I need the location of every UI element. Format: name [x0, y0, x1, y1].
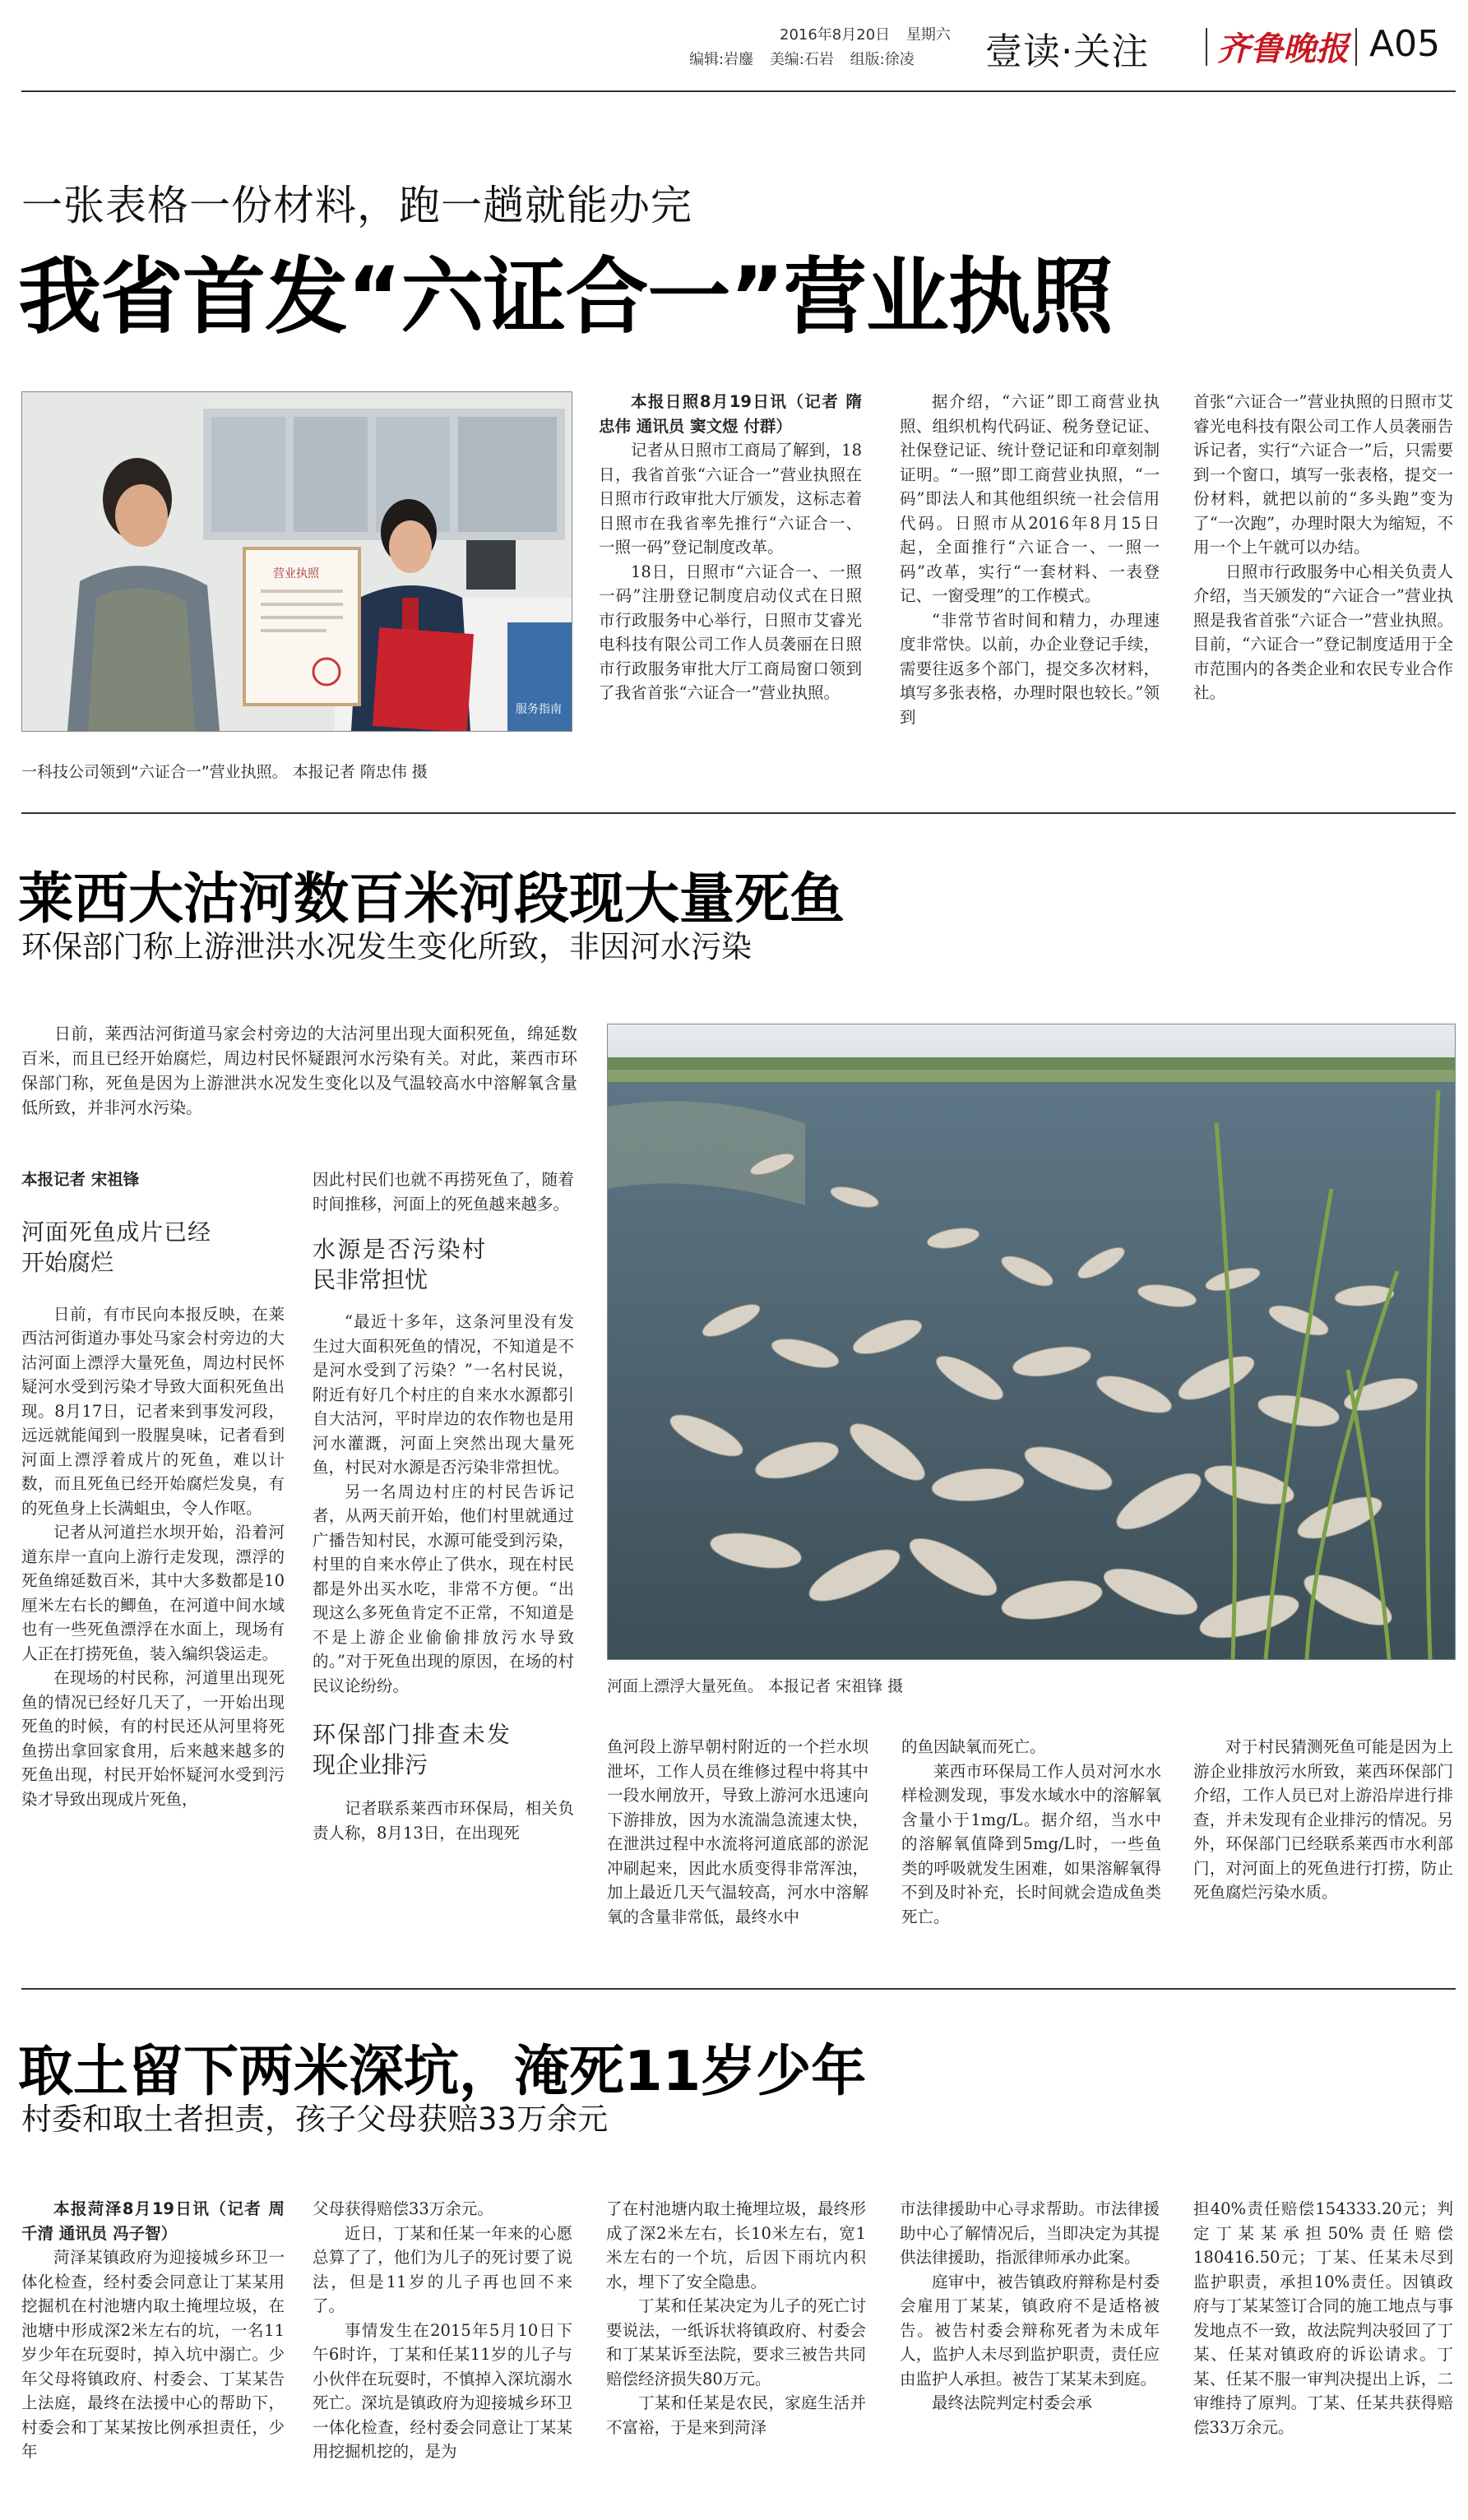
masthead-staff: [689, 48, 915, 69]
paragraph: 因此村民们也就不再捞死鱼了，随着时间推移，河面上的死鱼越来越多。: [313, 1170, 574, 1214]
article1-photo: [21, 391, 572, 732]
article3-headline: 取土留下两米深坑，淹死11岁少年: [18, 2039, 867, 2103]
article3-subheadline: 村委和取土者担责，孩子父母获赔33万余元: [21, 2102, 609, 2137]
article3-column-1: [21, 2197, 285, 2464]
paragraph: 了在村池塘内取土掩埋垃圾，最终形成了深2米左右，长10米左右，宽1米左右的一个坑，后因下雨坑内积水，埋下了安全隐患。: [606, 2199, 866, 2291]
article1-photo-caption: 一科技公司领到“六证合一”营业执照。 本报记者 隋忠伟 摄: [21, 763, 428, 781]
article3-column-5: [1193, 2197, 1453, 2439]
paragraph: 庭审中，被告镇政府辩称是村委会雇用丁某某，镇政府不是适格被告。被告村委会辩称死者为未成年人，监护人未尽到监护职责，责任应由监护人承担。被告丁某某未到庭。: [900, 2272, 1160, 2388]
article2-subhead-2: 水源是否污染村民非常担忧: [313, 1236, 485, 1293]
paragraph: 日前，有市民向本报反映，在莱西沽河街道办事处马家会村旁边的大沽河面上漂浮大量死鱼，周边村民怀疑河水受到污染才导致大面积死鱼出现。8月17日，记者来到事发河段，远远就能闻到一股腥臭味，记者看到河面上漂浮着成片的死鱼，难以计数，而且死鱼已经开始腐烂发臭，有的死鱼身上长满蛆虫，令人作呕。: [21, 1304, 285, 1518]
section-name: 壹读·关注: [985, 30, 1150, 73]
paragraph: 近日，丁某和任某一年来的心愿总算了了，他们为儿子的死讨要了说法，但是11岁的儿子再也回不来了。: [313, 2223, 572, 2315]
paragraph: 丁某和任某决定为儿子的死亡讨要说法，一纸诉状将镇政府、村委会和丁某某诉至法院，要求三被告共同赔偿经济损失80万元。: [606, 2296, 866, 2388]
article2-photo: [607, 1024, 1456, 1660]
article2-photo-caption: 河面上漂浮大量死鱼。 本报记者 宋祖锋 摄: [607, 1677, 904, 1695]
article2-column-e: [1193, 1735, 1453, 1905]
article2-subheadline: 环保部门称上游泄洪水况发生变化所致，非因河水污染: [21, 929, 752, 964]
designer: 美编:石岩: [769, 51, 834, 68]
paragraph: 鱼河段上游早朝村附近的一个拦水坝泄坏，工作人员在维修过程中将其中一段水闸放开，导致上游河水迅速向下游排放，因为水流湍急流速太快，在泄洪过程中水流将河道底部的淤泥冲刷起来，因此水质变得非常浑浊，加上最近几天气温较高，河水中溶解氧的含量非常低，最终水中: [607, 1737, 868, 1926]
article1-kicker: 一张表格一份材料，跑一趟就能办完: [21, 182, 692, 229]
article1-column-3: [1193, 390, 1453, 705]
article2-column-c: [607, 1735, 868, 1929]
paragraph: “非常节省时间和精力，办理速度非常快。以前，办企业登记手续，需要往返多个部门，提交多次材料，填写多张表格，办理时限也较长。”领到: [900, 610, 1160, 727]
paragraph: 菏泽某镇政府为迎接城乡环卫一体化检查，经村委会同意让丁某某用挖掘机在村池塘内取土掩埋垃圾，在池塘中形成深2米左右的坑，一名11岁少年在玩耍时，掉入坑中溺亡。少年父母将镇政府、村委会、丁某某告上法庭，最终在法援中心的帮助下，村委会和丁某某按比例承担责任，少年: [21, 2248, 285, 2461]
divider: [1206, 28, 1207, 66]
paragraph: 事情发生在2015年5月10日下午6时许，丁某和任某11岁的儿子与小伙伴在玩耍时，不慎掉入深坑溺水死亡。深坑是镇政府为迎接城乡环卫一体化检查，经村委会同意让丁某某用挖掘机挖的，是为: [313, 2320, 572, 2461]
masthead-rule: [21, 90, 1456, 92]
masthead-date: [780, 23, 951, 44]
article1-headline: 我省首发“六证合一”营业执照: [18, 248, 1113, 345]
paragraph: 市法律援助中心寻求帮助。市法律援助中心了解情况后，当即决定为其提供法律援助，指派律师承办此案。: [900, 2199, 1160, 2267]
paragraph: 担40%责任赔偿154333.20元；判定丁某某承担50%责任赔偿180416.50元；丁某、任某未尽到监护职责，承担10%责任。因镇政府与丁某某签订合同的施工地点与事发地点不一致，故法院判决驳回了丁某、任某对镇政府的诉讼请求。丁某、任某不服一审判决提出上诉，二审维持了原判。丁某、任某共获得赔偿33万余元。: [1193, 2199, 1453, 2437]
article1-column-2: [900, 390, 1160, 729]
section-rule: [21, 812, 1456, 814]
article2-column-d: [901, 1735, 1161, 1929]
article3-column-2: [313, 2197, 572, 2464]
editor: 编辑:岩鏖: [689, 51, 754, 68]
lead-paragraph: 日前，莱西沽河街道马家会村旁边的大沽河里出现大面积死鱼，绵延数百米，而且已经开始腐烂，周边村民怀疑跟河水污染有关。对此，莱西市环保部门称，死鱼是因为上游泄洪水况发生变化以及气温较高水中溶解氧含量低所致，并非河水污染。: [21, 1024, 577, 1117]
paragraph: 另一名周边村庄的村民告诉记者，从两天前开始，他们村里就通过广播告知村民，水源可能受到污染，村里的自来水停止了供水，现在村民都是外出买水吃，非常不方便。“出现这么多死鱼肯定不正常，不知道是不是上游企业偷偷排放污水导致的。”对于死鱼出现的原因，在场的村民议论纷纷。: [313, 1482, 574, 1695]
date: 2016年8月20日: [780, 26, 891, 44]
article2-column-b: [313, 1168, 574, 1845]
paragraph: 最终法院判定村委会承: [932, 2393, 1093, 2412]
paragraph: 对于村民猜测死鱼可能是因为上游企业排放污水所致，莱西环保部门介绍，工作人员已对上游沿岸进行排查，并未发现有企业排污的情况。另外，环保部门已经联系莱西市水利部门，对河面上的死鱼进行打捞，防止死鱼腐烂污染水质。: [1193, 1737, 1453, 1902]
proofer: 组版:徐凌: [850, 51, 915, 68]
paragraph: 在现场的村民称，河道里出现死鱼的情况已经好几天了，一开始出现死鱼的时候，有的村民还从河里将死鱼捞出拿回家食用，后来越来越多的死鱼出现，村民开始怀疑河水受到污染才导致出现成片死鱼，: [21, 1668, 285, 1809]
paragraph: 记者从日照市工商局了解到，18日，我省首张“六证合一”营业执照在日照市行政审批大厅颁发，这标志着日照市在我省率先推行“六证合一、一照一码”登记制度改革。: [599, 441, 862, 557]
photo-document-title: 营业执照: [273, 567, 319, 580]
paragraph: 父母获得赔偿33万余元。: [313, 2199, 493, 2218]
paragraph: 据介绍，“六证”即工商营业执照、组织机构代码证、税务登记证、社保登记证、统计登记证和印章刻制证明。“一照”即工商营业执照，“一码”即法人和其他组织统一社会信用代码。日照市从2016年8月15日起，全面推行“六证合一、一照一码”改革，实行“一套材料、一表登记、一窗受理”的工作模式。: [900, 392, 1160, 605]
article3-column-4: [900, 2197, 1160, 2416]
paragraph: 记者从河道拦水坝开始，沿着河道东岸一直向上游行走发现，漂浮的死鱼绵延数百米，其中大多数都是10厘米左右长的鲫鱼，在河道中间水域也有一些死鱼漂浮在水面上，现场有人正在打捞死鱼，装入编织袋运走。: [21, 1523, 285, 1663]
page-number: A05: [1369, 23, 1441, 65]
article2-reporter: 本报记者 宋祖锋: [21, 1170, 140, 1189]
article3-byline: 本报菏泽8月19日讯（记者 周千清 通讯员 冯子智）: [21, 2199, 285, 2243]
article2-headline: 莱西大沽河数百米河段现大量死鱼: [18, 867, 845, 931]
paragraph: 首张“六证合一”营业执照的日照市艾睿光电科技有限公司工作人员袭丽告诉记者，实行“六证合一”后，只需要到一个窗口，填写一张表格，提交一份材料，就把以前的“多头跑”变为了“一次跑”，办理时限大为缩短，不用一个上午就可以办结。: [1193, 392, 1453, 557]
article2-subhead-1: 河面死鱼成片已经开始腐烂: [21, 1218, 211, 1276]
weekday: 星期六: [905, 26, 951, 44]
paragraph: “最近十多年，这条河里没有发生过大面积死鱼的情况，不知道是不是河水受到了污染？”一名村民说，附近有好几个村庄的自来水水源都引自大沽河，平时岸边的农作物也是用河水灌溉，河面上突然出现大量死鱼，村民对水源是否污染非常担忧。: [313, 1312, 574, 1477]
article1-byline: 本报日照8月19日讯（记者 隋忠伟 通讯员 窦文煜 付群）: [599, 392, 862, 436]
paragraph: 丁某和任某是农民，家庭生活并不富裕，于是来到菏泽: [606, 2393, 866, 2437]
divider: [1355, 28, 1357, 66]
paragraph: 18日，日照市“六证合一、一照一码”注册登记制度启动仪式在日照市行政服务中心举行，日照市艾睿光电科技有限公司工作人员袭丽在日照市行政服务审批大厅工商局窗口领到了我省首张“六证合一”营业执照。: [599, 562, 862, 702]
section-rule: [21, 1988, 1456, 1990]
photo-sign-text: 服务指南: [516, 703, 562, 716]
paragraph: 日照市行政服务中心相关负责人介绍，当天颁发的“六证合一”营业执照是我省首张“六证合一”营业执照。目前，“六证合一”登记制度适用于全市范围内的各类企业和农民专业合作社。: [1193, 562, 1453, 702]
article2-column-a: [21, 1168, 285, 1811]
paper-logo: 齐鲁晚报: [1217, 30, 1349, 68]
article2-lead: [21, 1021, 577, 1120]
article3-column-3: [606, 2197, 866, 2439]
paragraph: 记者联系莱西市环保局，相关负责人称，8月13日，在出现死: [313, 1799, 574, 1843]
paragraph: 的鱼因缺氧而死亡。: [901, 1737, 1046, 1756]
paragraph: 莱西市环保局工作人员对河水水样检测发现，事发水域水中的溶解氧含量小于1mg/L。据介绍，当水中的溶解氧值降到5mg/L时，一些鱼类的呼吸就发生困难，如果溶解氧得不到及时补充，长时间就会造成鱼类死亡。: [901, 1761, 1161, 1926]
article2-subhead-3: 环保部门排查未发现企业排污: [313, 1721, 510, 1778]
article1-column-1: [599, 390, 862, 705]
